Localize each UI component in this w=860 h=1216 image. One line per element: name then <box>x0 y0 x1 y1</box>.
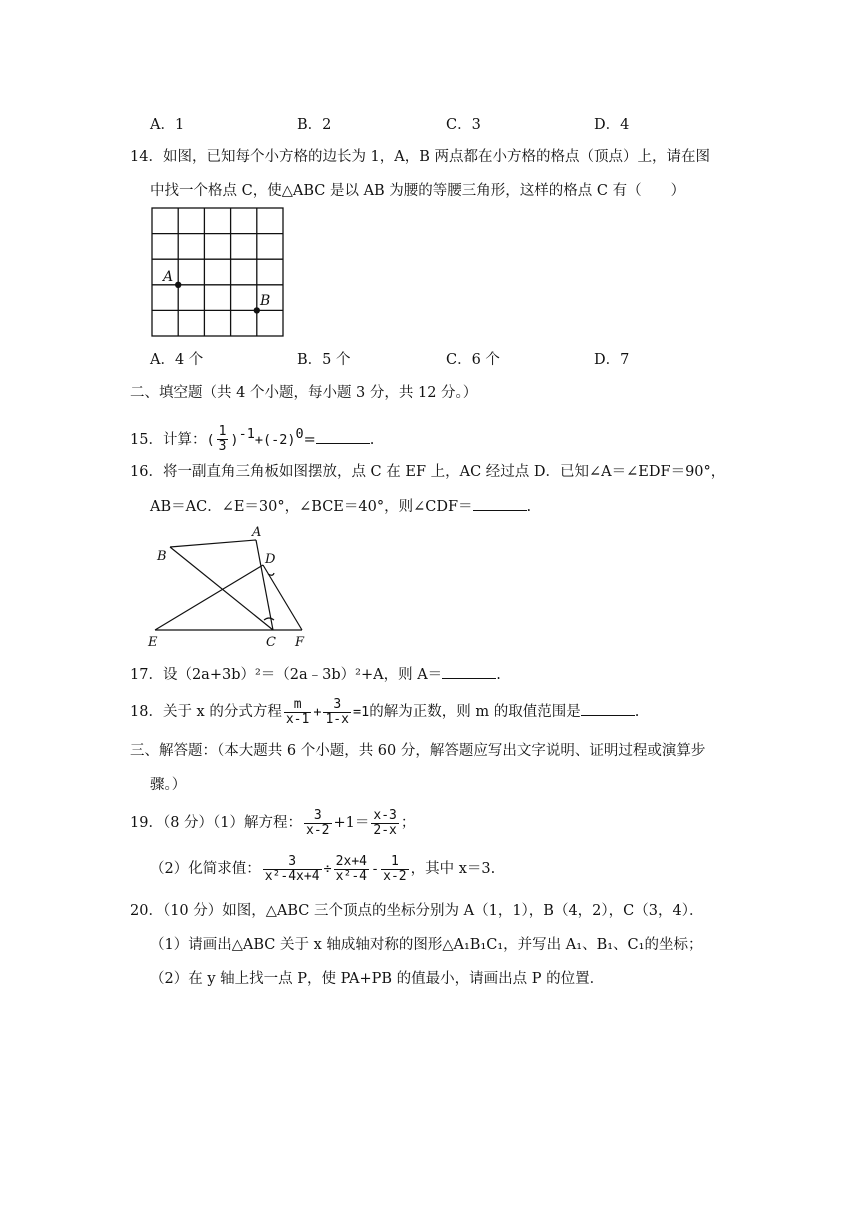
fig-label-b: B <box>157 549 167 564</box>
q18: 18．关于 x 的分式方程 $\frac{m}{x-1}$ + $\frac{3}{1-x}$ =1的解为正数，则 m 的取值范围是 . <box>130 696 640 727</box>
q15-fraction: $\frac{1}{3}$ <box>218 424 227 455</box>
q14-option-c: C．6 个 <box>446 352 500 368</box>
q17: 17．设（2a+3b）²＝（2a﹣3b）²+A，则 A＝ . <box>130 664 501 685</box>
q19-fraction-2: $\frac{x-3}{2-x}$ <box>373 807 397 838</box>
q19-part-1: 19．（8 分）（1）解方程： $\frac{3}{x-2}$ +1＝ $\frac{x-3}{2-x}$ ； <box>130 807 416 838</box>
q18-fraction-1: $\frac{m}{x-1}$ <box>285 696 310 727</box>
q19-fraction-4: $\frac{2x+4}{\text{x²-4}}$ <box>335 853 367 884</box>
q13-option-b: B．2 <box>297 117 332 133</box>
q15-answer-blank <box>316 429 370 444</box>
fig-label-e: E <box>148 635 158 650</box>
q20-line-1: 20．（10 分）如图，△ABC 三个顶点的坐标分别为 A（1，1），B（4，2），C（3，4）． <box>130 903 704 919</box>
q14-line-2: 中找一个格点 C，使△ABC 是以 AB 为腰的等腰三角形，这样的格点 C 有（ ） <box>150 183 686 199</box>
q16-line-1: 16．将一副直角三角板如图摆放，点 C 在 EF 上，AC 经过点 D．已知∠A＝∠EDF＝90°， <box>130 464 726 480</box>
q16-answer-blank <box>473 496 527 511</box>
q20-line-3: （2）在 y 轴上找一点 P，使 PA+PB 的值最小，请画出点 P 的位置． <box>150 971 605 987</box>
q16-triangle-figure <box>142 524 322 652</box>
q16-line-2: AB＝AC．∠E＝30°，∠BCE＝40°，则∠CDF＝ . <box>150 496 531 517</box>
q14-option-a: A．4 个 <box>150 352 204 368</box>
q14-option-b: B．5 个 <box>297 352 351 368</box>
fig-label-d: D <box>265 552 276 567</box>
q13-option-d: D．4 <box>594 117 630 133</box>
q14-grid-figure <box>145 200 290 340</box>
q18-fraction-2: $\frac{3}{1-x}$ <box>325 696 349 727</box>
section-2-heading: 二、填空题（共 4 个小题，每小题 3 分，共 12 分。） <box>130 385 478 401</box>
grid-label-b: B <box>260 293 271 309</box>
q19-fraction-3: $\frac{3}{\text{x²-4x+4}}$ <box>264 853 320 884</box>
q20-line-2: （1）请画出△ABC 关于 x 轴成轴对称的图形△A₁B₁C₁，并写出 A₁、B₁、C₁的坐标； <box>150 937 703 953</box>
q18-answer-blank <box>581 701 635 716</box>
q19-fraction-5: $\frac{1}{x-2}$ <box>383 853 407 884</box>
q15: 15．计算：( $\frac{1}{3}$ )$^{-1}+(-2)^0=$ . <box>130 424 375 455</box>
q13-option-c: C．3 <box>446 117 481 133</box>
q15-prefix: 15．计算： <box>130 431 207 448</box>
fig-label-f: F <box>295 635 305 650</box>
q19-fraction-1: $\frac{3}{x-2}$ <box>306 807 330 838</box>
q19-part-2: （2）化简求值： $\frac{3}{\text{x²-4x+4}}$ ÷ $\frac{2x+4}{\text{x²-4}}$ - $\frac{1}{x-2}$ ，其中 x＝3. <box>150 853 496 884</box>
fig-label-a: A <box>252 525 262 540</box>
q17-answer-blank <box>442 664 496 679</box>
q14-option-d: D．7 <box>594 352 630 368</box>
grid-label-a: A <box>163 269 174 285</box>
q13-option-a: A．1 <box>150 117 185 133</box>
fig-label-c: C <box>266 635 276 650</box>
q14-line-1: 14．如图，已知每个小方格的边长为 1，A，B 两点都在小方格的格点（顶点）上，请在图 <box>130 149 711 165</box>
grid-point-a <box>175 282 181 288</box>
section-3-line-2: 骤。） <box>150 777 187 793</box>
section-3-line-1: 三、解答题：（本大题共 6 个小题，共 60 分，解答题应写出文字说明、证明过程或演算步 <box>130 743 706 759</box>
